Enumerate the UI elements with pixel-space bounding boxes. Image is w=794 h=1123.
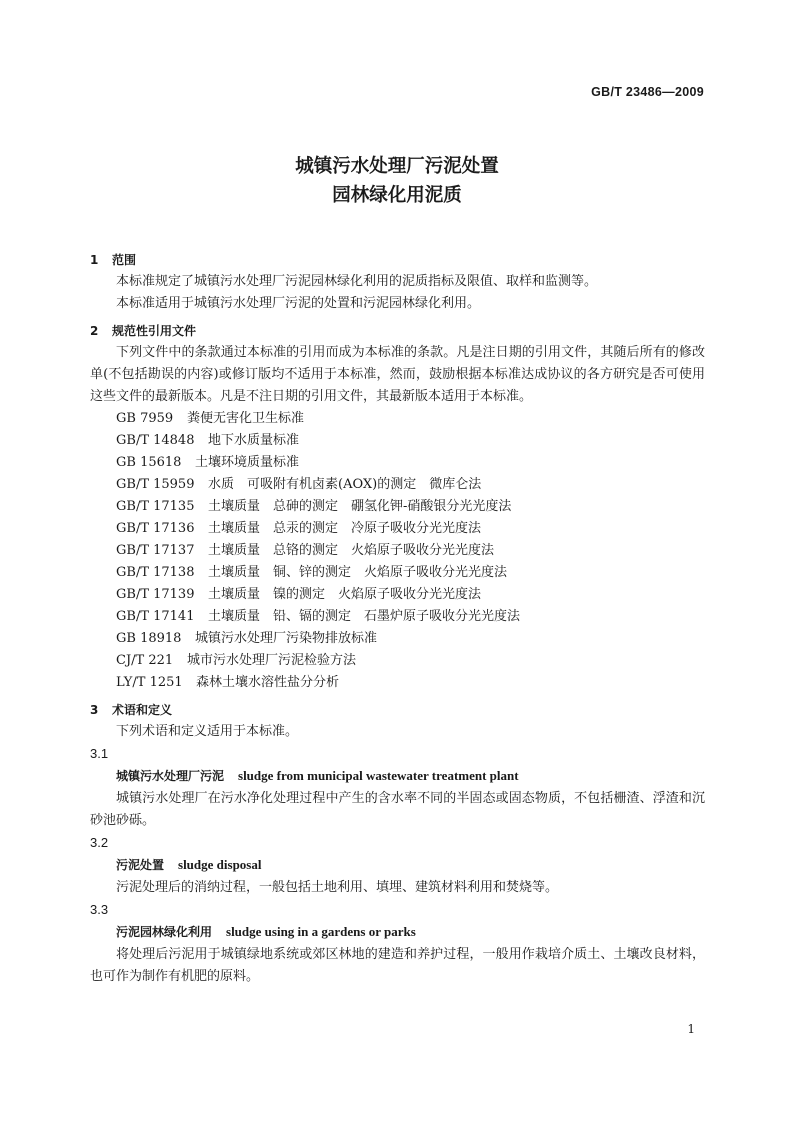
reference-code: GB/T 17139 bbox=[116, 587, 195, 602]
paragraph: 本标准规定了城镇污水处理厂污泥园林绿化利用的泥质指标及限值、取样和监测等。 bbox=[116, 274, 598, 289]
reference-item bbox=[90, 452, 705, 474]
reference-code: GB 15618 bbox=[116, 455, 182, 470]
term-name-en: sludge disposal bbox=[178, 857, 262, 872]
term-name bbox=[90, 854, 705, 877]
reference-code: GB/T 17137 bbox=[116, 543, 195, 558]
term-number: 3.2 bbox=[90, 835, 109, 850]
reference-code: GB/T 17136 bbox=[116, 521, 195, 536]
paragraph: 下列术语和定义适用于本标准。 bbox=[116, 724, 299, 739]
reference-code: GB 18918 bbox=[116, 631, 182, 646]
reference-code: GB/T 15959 bbox=[116, 477, 195, 492]
reference-title: 土壤质量 总铬的测定 火焰原子吸收分光光度法 bbox=[208, 543, 495, 558]
document-title bbox=[0, 152, 794, 210]
section-number: 2 bbox=[90, 324, 99, 338]
section-2-heading bbox=[90, 320, 705, 342]
reference-item bbox=[90, 518, 705, 540]
reference-title: 水质 可吸附有机卤素(AOX)的测定 微库仑法 bbox=[208, 477, 482, 492]
section-number: 3 bbox=[90, 703, 99, 717]
title-line-2: 园林绿化用泥质 bbox=[332, 185, 462, 206]
reference-title: 粪便无害化卫生标准 bbox=[187, 411, 305, 426]
reference-list bbox=[90, 408, 705, 694]
term-definition: 污泥处理后的消纳过程，一般包括土地利用、填埋、建筑材料利用和焚烧等。 bbox=[116, 880, 559, 895]
paragraph: 本标准适用于城镇污水处理厂污泥的处置和污泥园林绿化利用。 bbox=[116, 296, 481, 311]
reference-code: GB/T 17135 bbox=[116, 499, 195, 514]
reference-title: 土壤质量 铅、镉的测定 石墨炉原子吸收分光光度法 bbox=[208, 609, 521, 624]
page-number: 1 bbox=[687, 1022, 695, 1036]
section-1-heading bbox=[90, 249, 705, 271]
term-name-en: sludge from municipal wastewater treatment plant bbox=[238, 768, 519, 783]
paragraph: 下列文件中的条款通过本标准的引用而成为本标准的条款。凡是注日期的引用文件，其随后所有的修改单(不包括勘误的内容)或修订版均不适用于本标准，然而，鼓励根据本标准达成协议的各方研究是否可使用这些文件的最新版本。凡是不注日期的引用文件，其最新版本适用于本标准。 bbox=[90, 345, 705, 404]
reference-code: LY/T 1251 bbox=[116, 675, 183, 690]
reference-code: CJ/T 221 bbox=[116, 653, 174, 668]
reference-item bbox=[90, 474, 705, 496]
title-line-1: 城镇污水处理厂污泥处置 bbox=[295, 156, 499, 177]
term-number: 3.3 bbox=[90, 902, 109, 917]
term-name-zh: 城镇污水处理厂污泥 bbox=[116, 769, 225, 783]
reference-item bbox=[90, 606, 705, 628]
reference-title: 土壤环境质量标准 bbox=[195, 455, 300, 470]
reference-item bbox=[90, 628, 705, 650]
reference-title: 城镇污水处理厂污染物排放标准 bbox=[195, 631, 378, 646]
reference-code: GB/T 14848 bbox=[116, 433, 195, 448]
term-name-en: sludge using in a gardens or parks bbox=[226, 924, 416, 939]
reference-item bbox=[90, 540, 705, 562]
reference-item bbox=[90, 584, 705, 606]
section-title: 术语和定义 bbox=[112, 703, 173, 717]
reference-title: 土壤质量 铜、锌的测定 火焰原子吸收分光光度法 bbox=[208, 565, 508, 580]
term-name-zh: 污泥园林绿化利用 bbox=[116, 925, 213, 939]
reference-item bbox=[90, 562, 705, 584]
reference-item bbox=[90, 430, 705, 452]
reference-title: 土壤质量 总砷的测定 硼氢化钾-硝酸银分光光度法 bbox=[208, 499, 512, 514]
reference-code: GB 7959 bbox=[116, 411, 174, 426]
reference-item bbox=[90, 650, 705, 672]
section-title: 规范性引用文件 bbox=[112, 324, 197, 338]
standard-code: GB/T 23486—2009 bbox=[591, 85, 704, 99]
term-name-zh: 污泥处置 bbox=[116, 858, 165, 872]
reference-title: 土壤质量 总汞的测定 冷原子吸收分光光度法 bbox=[208, 521, 482, 536]
reference-code: GB/T 17138 bbox=[116, 565, 195, 580]
section-title: 范围 bbox=[112, 253, 137, 267]
reference-title: 土壤质量 镍的测定 火焰原子吸收分光光度法 bbox=[208, 587, 482, 602]
term-definition: 将处理后污泥用于城镇绿地系统或郊区林地的建造和养护过程，一般用作栽培介质土、土壤改良材料，也可作为制作有机肥的原料。 bbox=[90, 947, 705, 984]
reference-title: 地下水质量标准 bbox=[208, 433, 300, 448]
reference-item bbox=[90, 672, 705, 694]
reference-item bbox=[90, 496, 705, 518]
reference-title: 森林土壤水溶性盐分分析 bbox=[196, 675, 340, 690]
term-name bbox=[90, 921, 705, 944]
term-name bbox=[90, 765, 705, 788]
section-3-heading bbox=[90, 699, 705, 721]
term-number: 3.1 bbox=[90, 746, 109, 761]
term-definition: 城镇污水处理厂在污水净化处理过程中产生的含水率不同的半固态或固态物质，不包括栅渣、浮渣和沉砂池砂砾。 bbox=[90, 791, 705, 828]
reference-title: 城市污水处理厂污泥检验方法 bbox=[187, 653, 357, 668]
reference-item bbox=[90, 408, 705, 430]
document-body bbox=[90, 244, 705, 988]
reference-code: GB/T 17141 bbox=[116, 609, 195, 624]
section-number: 1 bbox=[90, 253, 99, 267]
